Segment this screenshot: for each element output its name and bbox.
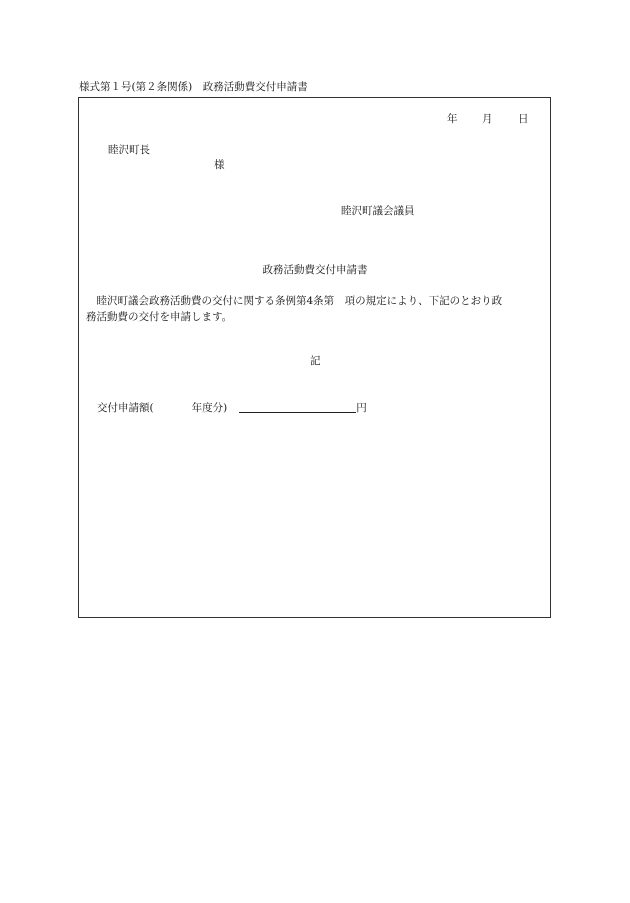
body-line-1: 睦沢町議会政務活動費の交付に関する条例第4条第 項の規定により、下記のとおり政 [96,295,503,307]
applicant-title: 睦沢町議会議員 [341,205,415,217]
date-year-label: 年 [447,113,458,125]
document-title: 政務活動費交付申請書 [262,264,368,276]
amount-row [97,401,367,413]
form-caption: 様式第１号(第２条関係) 政務活動費交付申請書 [79,81,308,93]
date-day-label: 日 [518,113,529,125]
honorific: 様 [214,159,225,171]
body-line-2: 務活動費の交付を申請します。 [86,311,233,324]
body-paragraph [86,293,546,326]
ki-heading: 記 [310,355,321,367]
fiscal-year-label: 年度分) [191,401,228,414]
addressee: 睦沢町長 [108,144,150,156]
currency-unit: 円 [356,401,367,414]
amount-label: 交付申請額( [97,401,154,414]
date-month-label: 月 [482,113,493,125]
amount-input-line [239,401,356,413]
